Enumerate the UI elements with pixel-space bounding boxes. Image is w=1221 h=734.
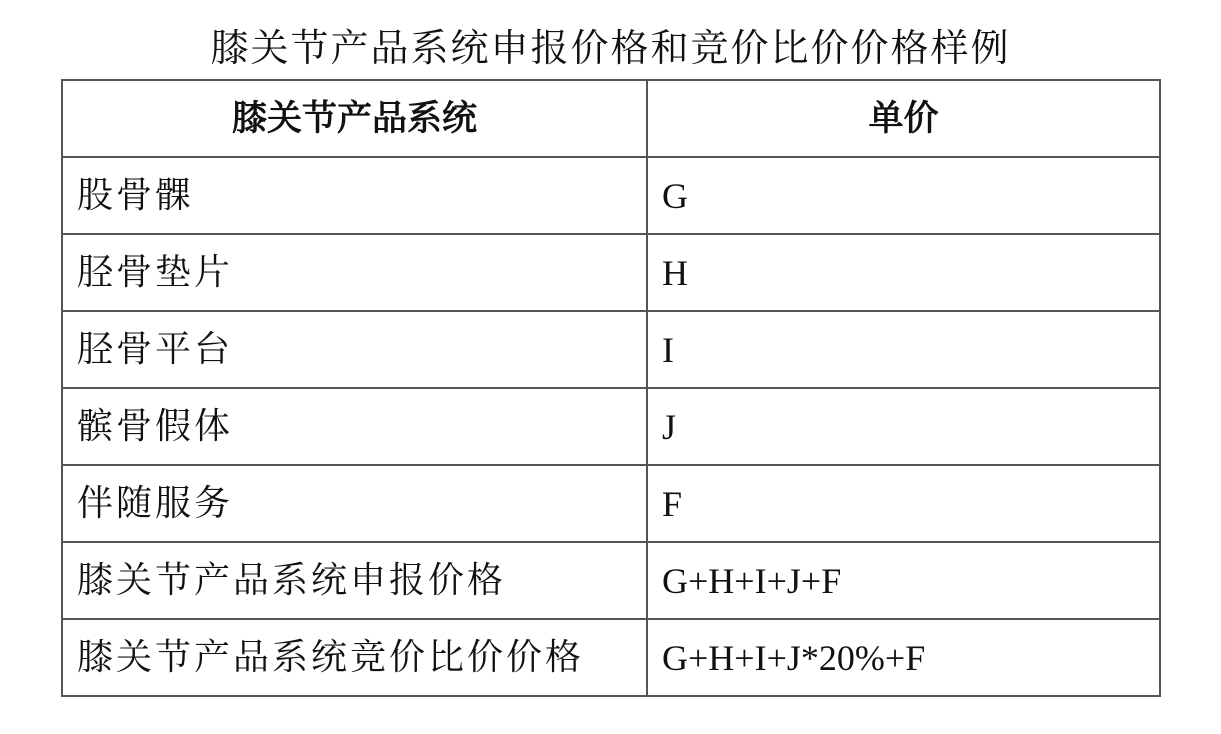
product-name-cell: 股骨髁 [62, 157, 647, 234]
product-name-cell: 胫骨平台 [62, 311, 647, 388]
table-row [62, 542, 1160, 619]
product-name-cell: 伴随服务 [62, 465, 647, 542]
unit-price-cell: G [647, 157, 1160, 234]
unit-price-cell: F [647, 465, 1160, 542]
table-row [62, 311, 1160, 388]
unit-price-cell: H [647, 234, 1160, 311]
table-header-row [62, 80, 1160, 157]
product-name-cell: 膝关节产品系统申报价格 [62, 542, 647, 619]
table-row [62, 465, 1160, 542]
table-row [62, 619, 1160, 696]
table-row [62, 157, 1160, 234]
product-name-cell: 胫骨垫片 [62, 234, 647, 311]
table-row [62, 388, 1160, 465]
product-name-cell: 髌骨假体 [62, 388, 647, 465]
price-table [61, 79, 1161, 697]
unit-price-cell: G+H+I+J+F [647, 542, 1160, 619]
document-title: 膝关节产品系统申报价格和竞价比价价格样例 [210, 26, 1011, 70]
unit-price-cell: J [647, 388, 1160, 465]
product-name-cell: 膝关节产品系统竞价比价价格 [62, 619, 647, 696]
table-row [62, 234, 1160, 311]
unit-price-cell: I [647, 311, 1160, 388]
column-header-unit-price: 单价 [647, 80, 1160, 157]
column-header-product: 膝关节产品系统 [62, 80, 647, 157]
unit-price-cell: G+H+I+J*20%+F [647, 619, 1160, 696]
